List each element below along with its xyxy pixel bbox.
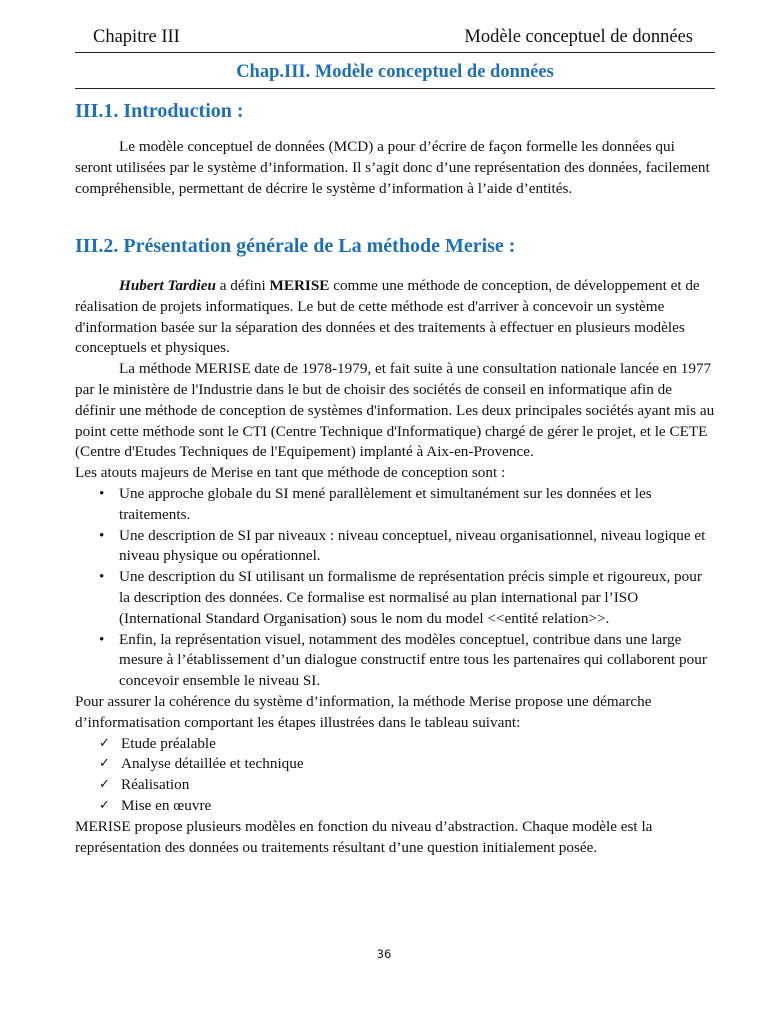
author-name: Hubert Tardieu [119, 277, 216, 294]
header-divider [75, 52, 715, 53]
chapter-divider [75, 88, 715, 89]
merise-paragraph-2: La méthode MERISE date de 1978-1979, et fait suite à une consultation nationale lancée en 1977 par le ministère de l'Industrie dans le but de choisir des sociétés de conseil en informatique afin de définir une méthode de conception de systèmes d'information. Les deux principales sociétés ayant mis au point cette méthode sont le CTI (Centre Technique d'Informatique) chargé de gérer le projet, et le CETE (Centre d'Etudes Techniques de l'Equipement) implanté à Aix-en-Provence. [75, 360, 715, 461]
merise-paragraph-5: MERISE propose plusieurs modèles en fonction du niveau d’abstraction. Chaque modèle est la représentation des données ou traitements résultant d’une question initialement posée. [75, 817, 653, 856]
running-header [75, 26, 715, 52]
page-number: 36 [376, 947, 392, 961]
step-item: ✓ Mise en œuvre [75, 796, 715, 817]
section-heading-merise: III.2. Présentation générale de La méthode Merise : [75, 235, 516, 257]
header-title: Modèle conceptuel de données [464, 27, 693, 47]
list-item: • Une description de SI par niveaux : niveau conceptuel, niveau organisationnel, niveau logique et niveau physique ou opérationnel. [75, 526, 715, 568]
p1-rest: comme une méthode de conception, de développement et de réalisation de projets informatiques. Le but de cette méthode est d'arriver à concevoir un système d'information basée sur la séparation des données et des traitements à effectuer en plusieurs modèles conceptuels et physiques. [75, 277, 700, 357]
section-heading-introduction: III.1. Introduction : [75, 100, 244, 122]
introduction-paragraph: Le modèle conceptuel de données (MCD) a pour d’écrire de façon formelle les données qui seront utilisées par le système d’information. Il s’agit donc d’une représentation des données, facilement compréhensible, permettant de décrire le système d’information à l’aide d’entités. [75, 138, 710, 197]
step-item: ✓ Etude préalable [75, 734, 715, 755]
step-item: ✓ Réalisation [75, 775, 715, 796]
advantages-list [75, 484, 715, 692]
p1-mid: a défini [215, 277, 270, 294]
introduction-block [75, 137, 715, 199]
merise-block [75, 276, 715, 858]
step-item: ✓ Analyse détaillée et technique [75, 754, 715, 775]
merise-paragraph-3: Les atouts majeurs de Merise en tant que méthode de conception sont : [75, 464, 506, 482]
list-item: • Une approche globale du SI mené parallèlement et simultanément sur les données et les traitements. [75, 484, 715, 526]
chapter-title: Chap.III. Modèle conceptuel de données [236, 62, 554, 82]
merise-bold: MERISE [269, 277, 330, 294]
header-chapter: Chapitre III [93, 27, 180, 47]
list-item: • Enfin, la représentation visuel, notamment des modèles conceptuel, contribue dans une large mesure à l’établissement d’un dialogue constructif entre tous les partenaires qui collaborent pour concevoir ensemble le niveau SI. [75, 630, 715, 692]
steps-list [75, 734, 715, 817]
merise-paragraph-1 [75, 276, 715, 359]
merise-paragraph-4: Pour assurer la cohérence du système d’information, la méthode Merise propose une démarche d’informatisation comportant les étapes illustrées dans le tableau suivant: [75, 692, 652, 731]
list-item: • Une description du SI utilisant un formalisme de représentation précis simple et rigoureux, pour la description des données. Ce formalise est normalisé au plan international par l’ISO (International Standard Organisation) sous le nom du model <<entité relation>>. [75, 567, 715, 629]
